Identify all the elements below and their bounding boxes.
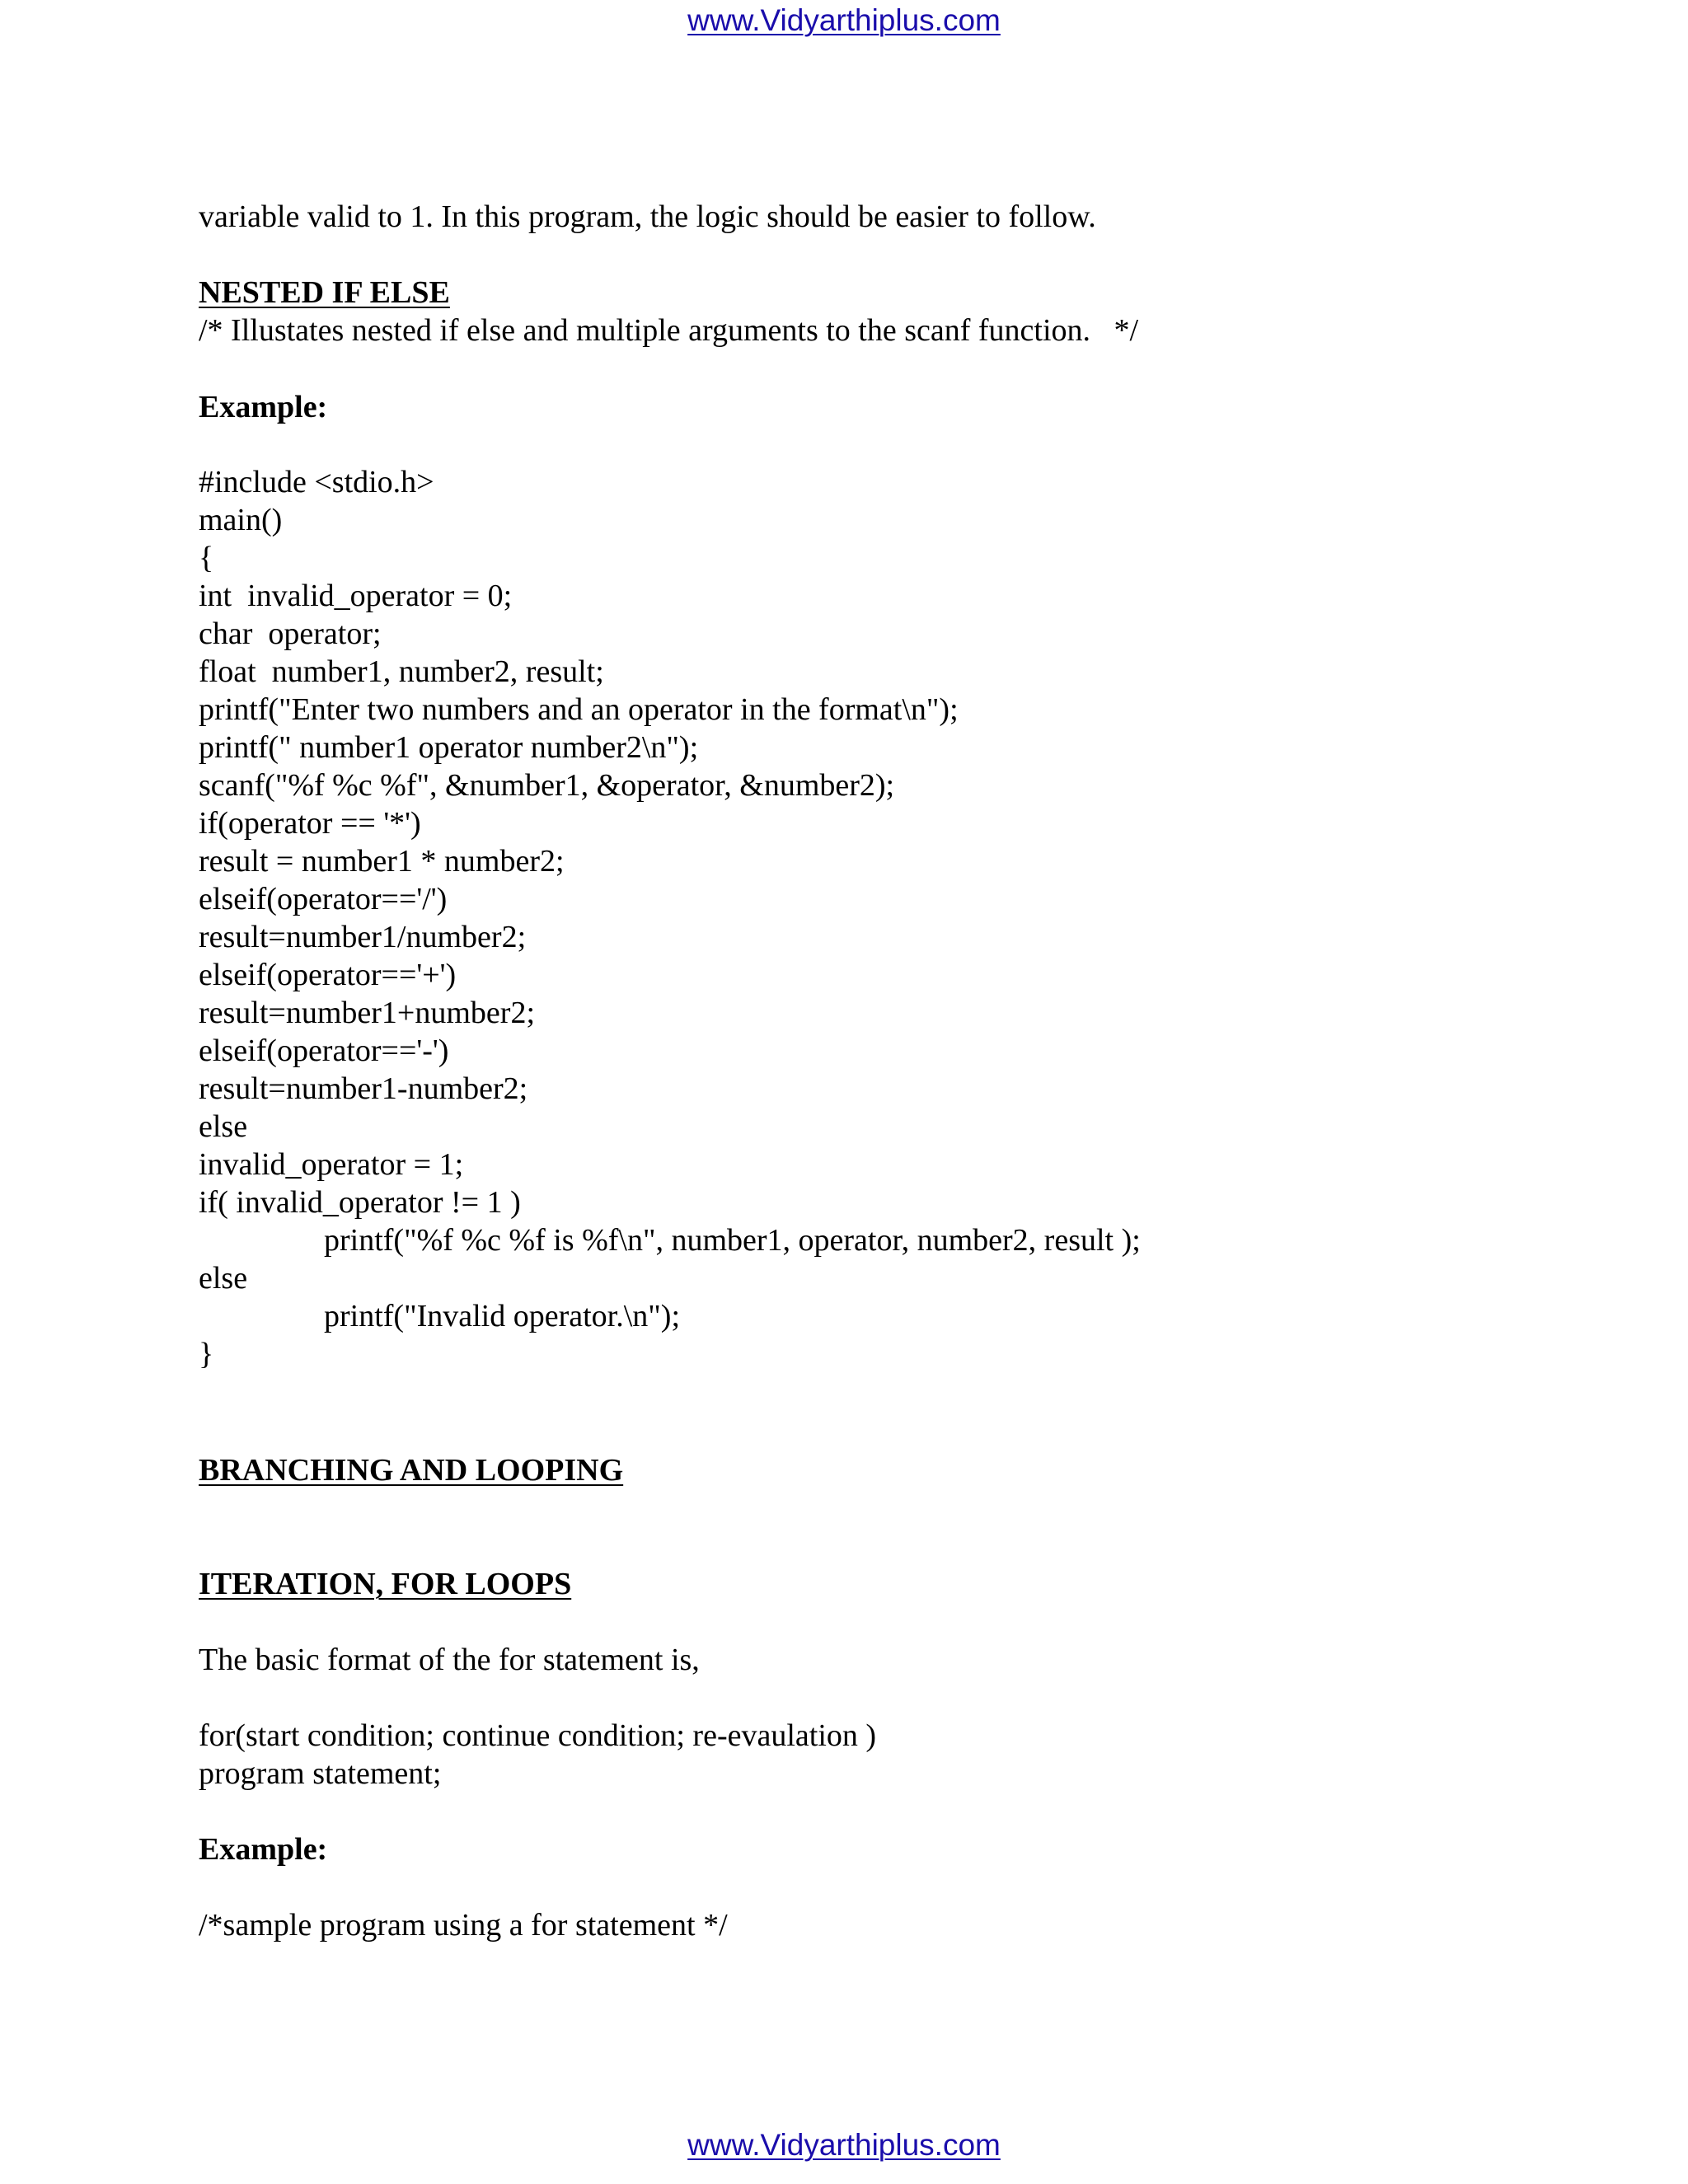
intro-text: variable valid to 1. In this program, the logic should be easier to follow. (199, 199, 1096, 234)
code-line: result=number1-number2; (199, 1071, 528, 1106)
code-line: printf("%f %c %f is %f\n", number1, operator, number2, result ); (324, 1223, 1141, 1258)
iteration-for-loops-heading: ITERATION, FOR LOOPS (199, 1567, 572, 1601)
code-line: } (199, 1337, 214, 1371)
footer-site-link[interactable]: www.Vidyarthiplus.com (687, 2128, 1001, 2162)
code-line: if(operator == '*') (199, 806, 421, 841)
example-label: Example: (199, 390, 328, 424)
code-line: result=number1/number2; (199, 920, 527, 954)
code-line: else (199, 1261, 248, 1296)
for-format-line: for(start condition; continue condition; re-evaulation ) (199, 1718, 877, 1753)
code-line: elseif(operator=='+') (199, 958, 457, 992)
code-line: elseif(operator=='-') (199, 1033, 449, 1068)
code-line: result=number1+number2; (199, 996, 535, 1030)
code-line: invalid_operator = 1; (199, 1147, 464, 1182)
sample-comment: /*sample program using a for statement */ (199, 1908, 728, 1943)
code-line: char operator; (199, 616, 382, 651)
branching-looping-heading: BRANCHING AND LOOPING (199, 1453, 624, 1488)
code-line: printf("Enter two numbers and an operator in the format\n"); (199, 692, 959, 727)
code-line: int invalid_operator = 0; (199, 579, 513, 613)
code-line: printf("Invalid operator.\n"); (324, 1299, 681, 1333)
code-line: scanf("%f %c %f", &number1, &operator, &number2); (199, 768, 895, 803)
example-label: Example: (199, 1832, 328, 1867)
code-line: { (199, 541, 214, 575)
code-line: result = number1 * number2; (199, 844, 565, 879)
for-intro-text: The basic format of the for statement is, (199, 1643, 700, 1677)
code-line: elseif(operator=='/') (199, 882, 448, 916)
code-line: float number1, number2, result; (199, 654, 604, 689)
code-line: #include <stdio.h> (199, 465, 434, 499)
code-line: printf(" number1 operator number2\n"); (199, 730, 699, 765)
code-line: if( invalid_operator != 1 ) (199, 1185, 521, 1220)
code-line: main() (199, 503, 283, 537)
for-format-line: program statement; (199, 1756, 442, 1791)
nested-comment: /* Illustates nested if else and multiple arguments to the scanf function. */ (199, 313, 1139, 348)
header-site-link[interactable]: www.Vidyarthiplus.com (687, 3, 1001, 37)
code-line: else (199, 1109, 248, 1144)
nested-if-else-heading: NESTED IF ELSE (199, 275, 450, 310)
